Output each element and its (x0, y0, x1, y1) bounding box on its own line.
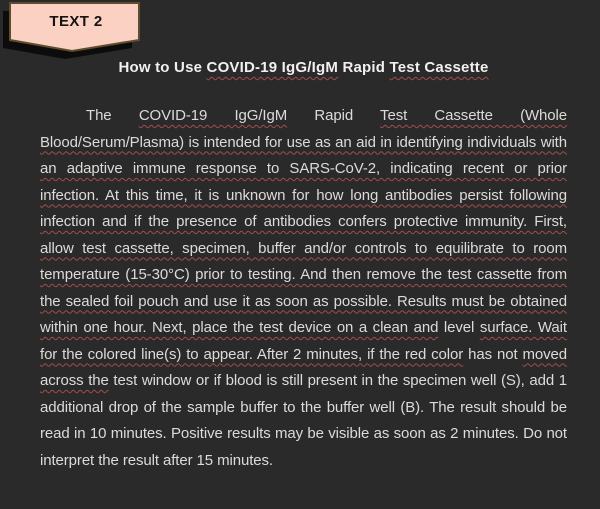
title-segment-misspelled: Test Cassette (389, 59, 489, 76)
title-segment-misspelled: COVID-19 IgG/IgM (206, 59, 339, 76)
paragraph-segment: level (438, 319, 480, 336)
paragraph-segment-misspelled: Test Cassette (Whole Blood/Serum/Plasma) is intended for use as an aid in identifying individuals with an adaptive immune response to SARS-CoV-2, indicating recent or prior infection. At this time, it is unknown for how long antibodies persist following infection and if the presence of antibodies confers protective immunity. First, allow test cassette, specimen, buffer and/or controls to equilibrate to room temperature (15-30°C) prior to testing. And then remove the test cassette from the sealed foil pouch and use it as soon as possible. Results must be obtained within one hour. Next, place the test device on a clean and (40, 107, 567, 336)
page-title (40, 59, 567, 76)
banner-shape-svg (2, 2, 154, 66)
banner-label: TEXT 2 (49, 13, 103, 30)
title-segment: Rapid (338, 59, 390, 76)
paragraph-segment-misspelled: moved across the (40, 345, 568, 389)
paragraph-segment-misspelled: COVID-19 IgG/IgM (138, 107, 288, 124)
body-paragraph (40, 103, 567, 474)
text2-banner (2, 2, 154, 66)
paragraph-segment: Rapid (287, 107, 381, 124)
paragraph-segment: test window or if blood is still present in the specimen well (S), add 1 additional drop of the sample buffer to the buffer well (B). The result should be read in 10 minutes. Positive results may be visible as soon as 2 minutes. Do not interpret the result after 15 minutes. (40, 372, 568, 469)
paragraph-segment-misspelled: surface. Wait for the colored line(s) to appear. After 2 minutes, if the red color (40, 319, 567, 363)
paragraph-segment: has not (463, 345, 523, 363)
title-segment: How to Use (118, 59, 207, 76)
paragraph-segment: The (86, 107, 139, 124)
